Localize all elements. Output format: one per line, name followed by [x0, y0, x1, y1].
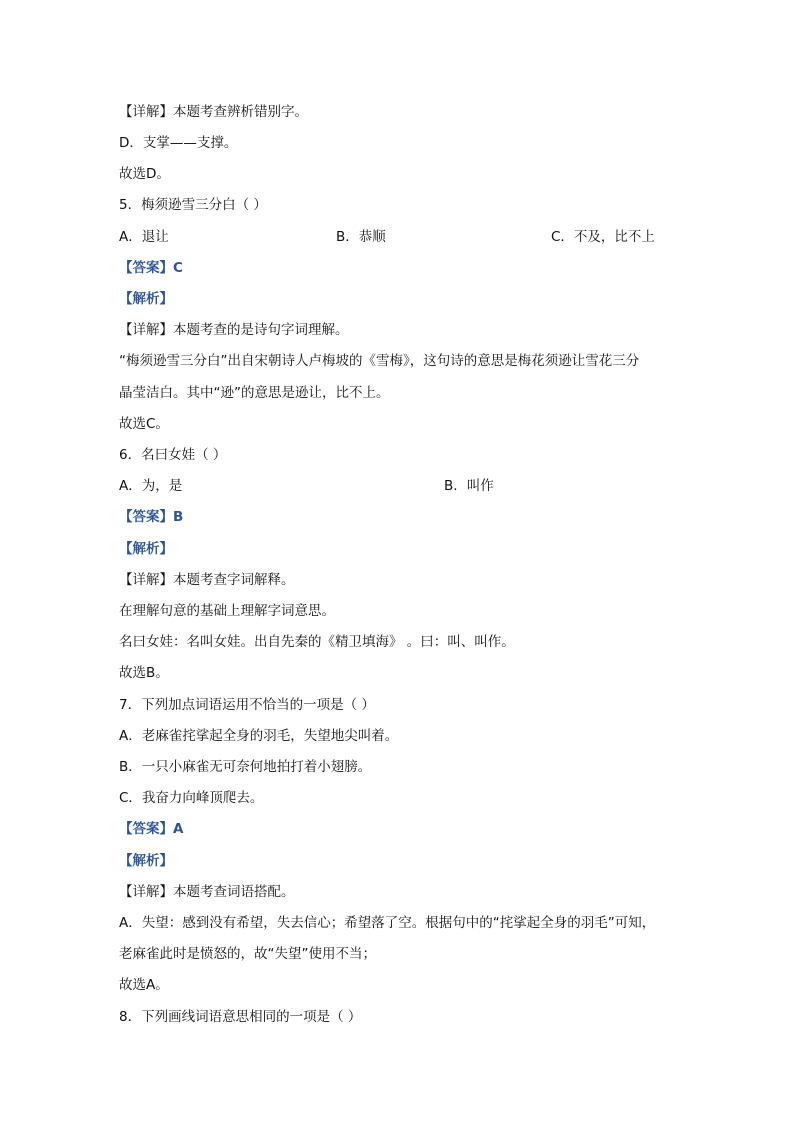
- conclusion-line: 故选D。: [119, 166, 170, 182]
- q5-option-b: B．恭顺: [336, 229, 386, 245]
- q5-conclusion: 故选C。: [119, 416, 169, 432]
- q7-text-2: 老麻雀此时是愤怒的，故“失望”使用不当；: [119, 946, 376, 962]
- q6-text-2: 名曰女娃：名叫女娃。出自先秦的《精卫填海》 。曰：叫、叫作。: [119, 634, 515, 650]
- q5-option-a: A．退让: [119, 229, 169, 245]
- q6-conclusion: 故选B。: [119, 665, 169, 681]
- q5-answer: 【答案】C: [119, 260, 183, 276]
- q6-options: [119, 475, 679, 497]
- q7-option-c: C．我奋力向峰顶爬去。: [119, 790, 264, 806]
- q5-analysis-heading: 【解析】: [119, 291, 173, 307]
- q7-text-1: A．失望：感到没有希望，失去信心；希望落了空。根据句中的“挓挲起全身的羽毛”可知，: [119, 915, 656, 931]
- q6-option-b: B．叫作: [444, 478, 494, 494]
- q6-text-1: 在理解句意的基础上理解字词意思。: [119, 603, 335, 619]
- q5-option-c: C．不及，比不上: [551, 229, 655, 245]
- q7-stem: 7．下列加点词语运用不恰当的一项是（ ）: [119, 697, 375, 713]
- q7-option-b: B．一只小麻雀无可奈何地拍打着小翅膀。: [119, 759, 372, 775]
- q7-answer: 【答案】A: [119, 821, 184, 837]
- q5-text-1: “梅须逊雪三分白”出自宋朝诗人卢梅坡的《雪梅》，这句诗的意思是梅花须逊让雪花三分: [119, 353, 640, 369]
- q7-conclusion: 故选A。: [119, 977, 169, 993]
- q6-detail: 【详解】本题考查字词解释。: [119, 572, 295, 588]
- option-line: D．支掌——支撑。: [119, 135, 238, 151]
- q6-answer: 【答案】B: [119, 509, 184, 525]
- q5-options: [119, 226, 679, 248]
- q5-text-2: 晶莹洁白。其中“逊”的意思是逊让，比不上。: [119, 385, 390, 401]
- q5-stem: 5．梅须逊雪三分白（ ）: [119, 197, 267, 213]
- detail-line: 【详解】本题考查辨析错别字。: [119, 104, 308, 120]
- q7-option-a: A．老麻雀挓挲起全身的羽毛，失望地尖叫着。: [119, 728, 399, 744]
- q8-stem: 8．下列画线词语意思相同的一项是（ ）: [119, 1009, 362, 1025]
- q7-analysis-heading: 【解析】: [119, 853, 173, 869]
- q6-analysis-heading: 【解析】: [119, 541, 173, 557]
- q6-stem: 6．名曰女娃（ ）: [119, 447, 227, 463]
- q5-detail: 【详解】本题考查的是诗句字词理解。: [119, 322, 349, 338]
- q7-detail: 【详解】本题考查词语搭配。: [119, 884, 295, 900]
- q6-option-a: A．为，是: [119, 478, 183, 494]
